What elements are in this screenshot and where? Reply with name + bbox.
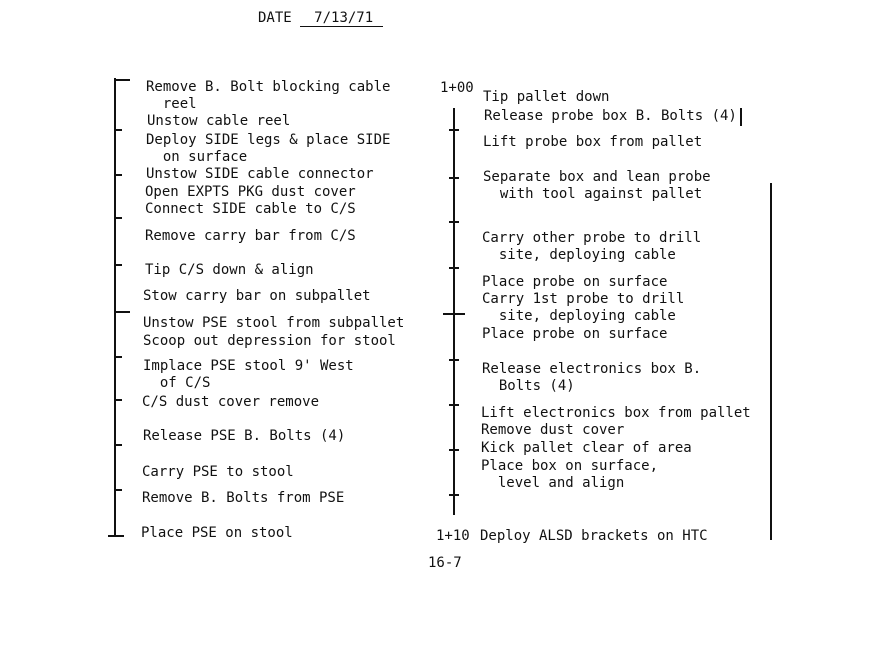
right-task: Tip pallet down (483, 89, 610, 105)
date-value: 7/13/71 (300, 10, 383, 27)
left-task: Remove B. Bolts from PSE (142, 490, 345, 506)
left-task: Place PSE on stool (141, 525, 293, 541)
left-task: Stow carry bar on subpallet (143, 288, 371, 304)
left-task: Release PSE B. Bolts (4) (143, 428, 346, 444)
right-task: Place box on surface, level and align (481, 458, 659, 491)
right-task: Separate box and lean probe with tool against pallet (483, 169, 711, 202)
right-task: Release probe box B. Bolts (4) (484, 108, 737, 124)
left-task: Carry PSE to stool (142, 464, 294, 480)
right-task: Carry 1st probe to drill site, deploying cable (482, 291, 685, 324)
left-task: Open EXPTS PKG dust cover (145, 184, 356, 200)
left-task: Unstow PSE stool from subpallet (143, 315, 405, 331)
left-task: Tip C/S down & align (145, 262, 314, 278)
left-task: C/S dust cover remove (142, 394, 320, 410)
right-task: Carry other probe to drill site, deploying cable (482, 230, 702, 263)
right-task: Release electronics box B. Bolts (4) (482, 361, 702, 394)
right-task: Kick pallet clear of area (481, 440, 692, 456)
left-task: Unstow SIDE cable connector (146, 166, 374, 182)
page-number: 16-7 (428, 555, 462, 571)
right-task: Place probe on surface (482, 326, 668, 342)
right-task: Deploy ALSD brackets on HTC (480, 528, 708, 544)
timeline-start-mark: 1+00 (440, 80, 474, 96)
right-task: Lift electronics box from pallet (481, 405, 751, 421)
left-task: Remove B. Bolt blocking cable reel (146, 79, 391, 112)
left-task: Deploy SIDE legs & place SIDE on surface (146, 132, 391, 165)
left-task: Scoop out depression for stool (143, 333, 396, 349)
date-label: DATE (258, 10, 292, 26)
left-task: Remove carry bar from C/S (145, 228, 356, 244)
left-task: Unstow cable reel (147, 113, 291, 129)
left-task: Implace PSE stool 9' West of C/S (143, 358, 354, 391)
right-task: Lift probe box from pallet (483, 134, 703, 150)
right-task: Remove dust cover (481, 422, 625, 438)
left-task: Connect SIDE cable to C/S (145, 201, 356, 217)
timeline-end-mark: 1+10 (436, 528, 470, 544)
right-task: Place probe on surface (482, 274, 668, 290)
